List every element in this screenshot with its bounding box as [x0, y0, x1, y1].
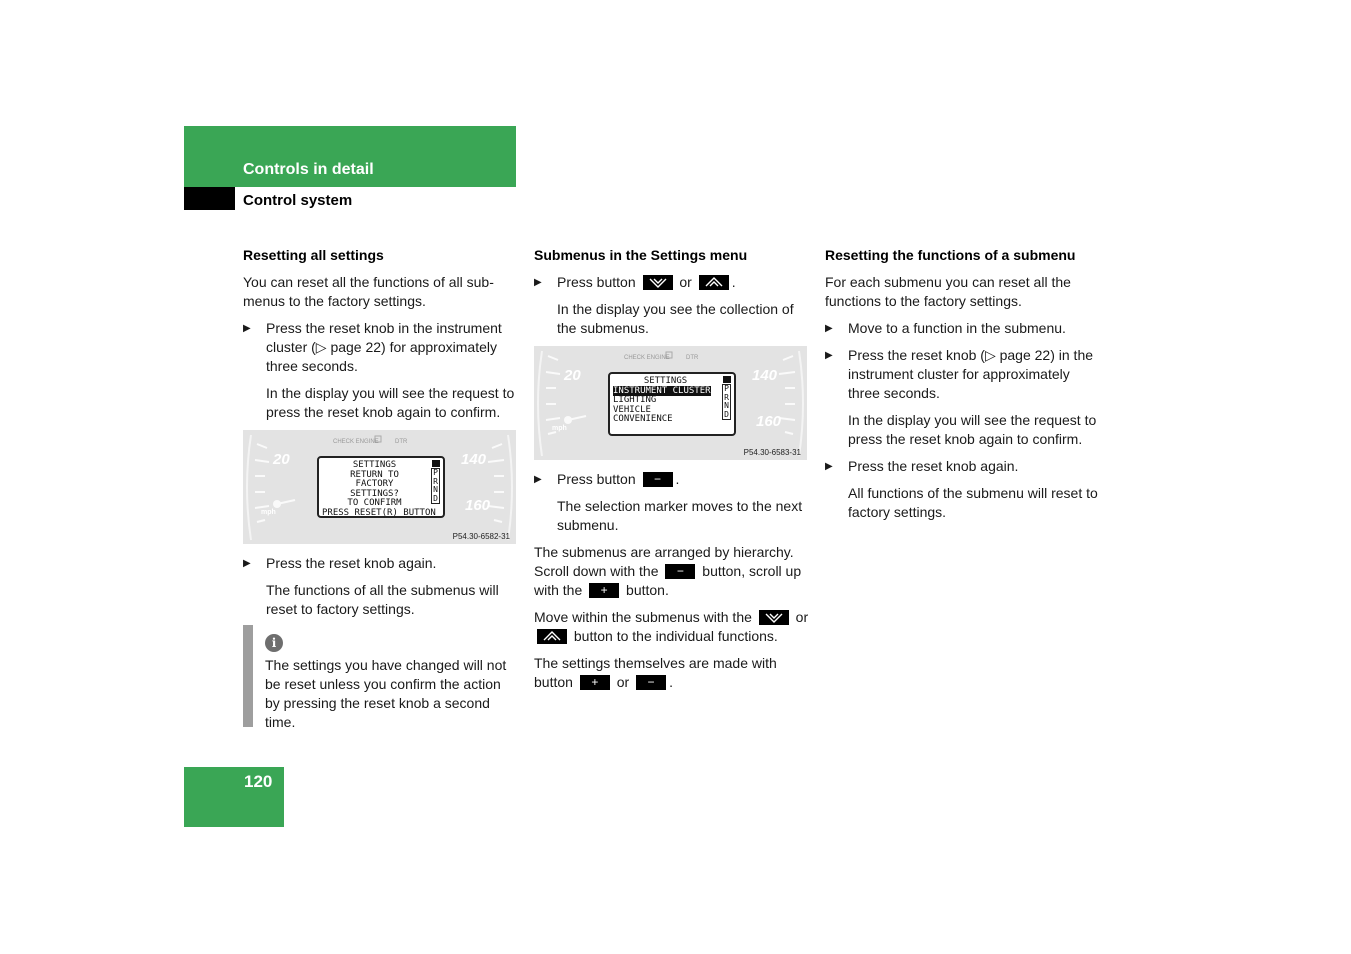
step-item [534, 470, 809, 489]
bullet-arrow-icon: ▶ [825, 350, 833, 361]
up-button-icon [699, 275, 729, 290]
gear-letter: P [724, 384, 729, 393]
gear-indicator [722, 384, 731, 420]
step-text: Move to a function in the submenu. [848, 320, 1066, 336]
note-bar [243, 625, 253, 727]
paragraph-text: or [616, 674, 630, 690]
paragraph-text: button. [626, 582, 669, 598]
gear-letter: N [433, 485, 438, 494]
settings-text [534, 654, 809, 692]
hierarchy-text [534, 543, 809, 600]
step-text: or [679, 274, 692, 290]
info-icon: i [265, 634, 283, 652]
minus-button-icon: − [665, 564, 695, 579]
display-line: RETURN TO [350, 469, 399, 480]
multifunction-display [317, 456, 445, 518]
paragraph-text: The submenus are arranged by hierarchy. Scroll down with the [534, 544, 794, 579]
gear-indicator [431, 468, 440, 504]
display-line: CONVENIENCE [613, 414, 673, 424]
bullet-arrow-icon: ▶ [534, 277, 542, 288]
minus-button-icon: − [643, 472, 673, 487]
display-line: TO CONFIRM [347, 498, 402, 508]
minus-button-icon: − [636, 675, 666, 690]
dtr-label: DTR [395, 439, 408, 445]
step-text: Press the reset knob again. [848, 458, 1019, 474]
bullet-arrow-icon: ▶ [534, 474, 542, 485]
section-title: Controls in detail [243, 161, 374, 178]
gear-letter: D [433, 493, 438, 503]
step-item [825, 346, 1100, 403]
multifunction-display [608, 372, 736, 436]
heading-resetting-submenu: Resetting the functions of a submenu [825, 247, 1076, 263]
heading-resetting-all: Resetting all settings [243, 247, 384, 263]
up-button-icon [537, 629, 567, 644]
page-number: 120 [244, 772, 273, 791]
step-text: Press button [557, 274, 636, 290]
display-line: FACTORY [355, 479, 394, 489]
result-text: The functions of all the submenus will reset to factory settings. [266, 582, 499, 617]
intro-text: You can reset all the functions of all sub-menus to the factory settings. [243, 274, 494, 309]
display-line: SETTINGS [352, 460, 397, 470]
info-note [243, 633, 518, 732]
speed-label: 20 [273, 451, 290, 468]
display-line: LIGHTING [613, 395, 657, 405]
selected-submenu: INSTRUMENT CLUSTER [613, 385, 711, 396]
paragraph-text: button, scroll up with the [534, 563, 802, 598]
step-item [825, 457, 1100, 476]
paragraph-text: button to the individual functions. [573, 628, 778, 644]
subsection-title: Control system [243, 192, 353, 209]
gear-letter: R [433, 476, 438, 486]
display-line: PRESS RESET(R) BUTTON [322, 507, 436, 518]
check-engine-label: CHECK ENGINE [624, 355, 670, 361]
down-button-icon [643, 275, 673, 290]
bullet-arrow-icon: ▶ [825, 323, 833, 334]
subsection-marker [184, 187, 235, 210]
bullet-arrow-icon: ▶ [243, 558, 251, 569]
result-text: The selection marker moves to the next submenu. [557, 498, 803, 533]
result-text: All functions of the submenu will reset to factory settings. [848, 485, 1098, 520]
step-text: Press the reset knob (▷ page 22) in the instrument cluster for approximately three seconds. [848, 347, 1094, 401]
bullet-arrow-icon: ▶ [243, 323, 251, 334]
check-engine-label: CHECK ENGINE [333, 439, 379, 445]
paragraph-text: or [795, 609, 809, 625]
speed-label: 140 [461, 451, 487, 468]
step-item [825, 319, 1100, 338]
display-marker-icon [432, 460, 440, 467]
step-item [243, 319, 518, 376]
step-text: . [731, 274, 736, 290]
gear-letter: N [724, 401, 729, 410]
note-text: The settings you have changed will not be reset unless you confirm the action by pressing the reset knob a second time. [265, 657, 507, 730]
instrument-cluster-figure-submenus [534, 346, 807, 460]
display-marker-icon [723, 376, 731, 383]
plus-button-icon: + [589, 583, 619, 598]
speed-label: 20 [564, 367, 581, 384]
result-text: In the display you will see the request to press the reset knob again to confirm. [266, 385, 515, 420]
gear-letter: P [433, 468, 438, 477]
column-submenus [534, 246, 809, 700]
column-resetting-submenu [825, 246, 1100, 530]
speed-label: 160 [465, 497, 491, 514]
step-text: Press the reset knob in the instrument cluster (▷ page 22) for approximately three seconds. [266, 320, 502, 374]
paragraph-text: Move within the submenus with the [534, 609, 752, 625]
step-text: Press the reset knob again. [266, 555, 437, 571]
heading-submenus: Submenus in the Settings menu [534, 247, 748, 263]
display-line: VEHICLE [613, 404, 651, 415]
speed-label: 160 [756, 413, 782, 430]
paragraph-text: . [669, 674, 673, 690]
step-item [243, 554, 518, 573]
navigation-text [534, 608, 809, 646]
result-text: In the display you see the collection of the submenus. [557, 301, 794, 336]
bullet-arrow-icon: ▶ [825, 461, 833, 472]
down-button-icon [759, 610, 789, 625]
figure-caption: P54.30-6583-31 [743, 448, 801, 457]
gear-letter: R [724, 392, 729, 402]
dtr-label: DTR [686, 355, 699, 361]
display-line: SETTINGS? [350, 488, 399, 499]
instrument-cluster-figure-reset [243, 430, 516, 544]
intro-text: For each submenu you can reset all the functions to the factory settings. [825, 274, 1071, 309]
unit-label: mph [261, 509, 276, 516]
unit-label: mph [552, 425, 567, 432]
result-text: In the display you will see the request to press the reset knob again to confirm. [848, 412, 1097, 447]
display-line: SETTINGS [643, 376, 688, 386]
step-item [534, 273, 809, 292]
speed-label: 140 [752, 367, 778, 384]
paragraph-text: The settings themselves are made with button [534, 655, 777, 690]
step-text: Press button [557, 471, 636, 487]
column-resetting-all [243, 246, 518, 740]
plus-button-icon: + [580, 675, 610, 690]
gear-letter: D [724, 409, 729, 419]
figure-caption: P54.30-6582-31 [452, 532, 510, 541]
step-text: . [675, 471, 680, 487]
